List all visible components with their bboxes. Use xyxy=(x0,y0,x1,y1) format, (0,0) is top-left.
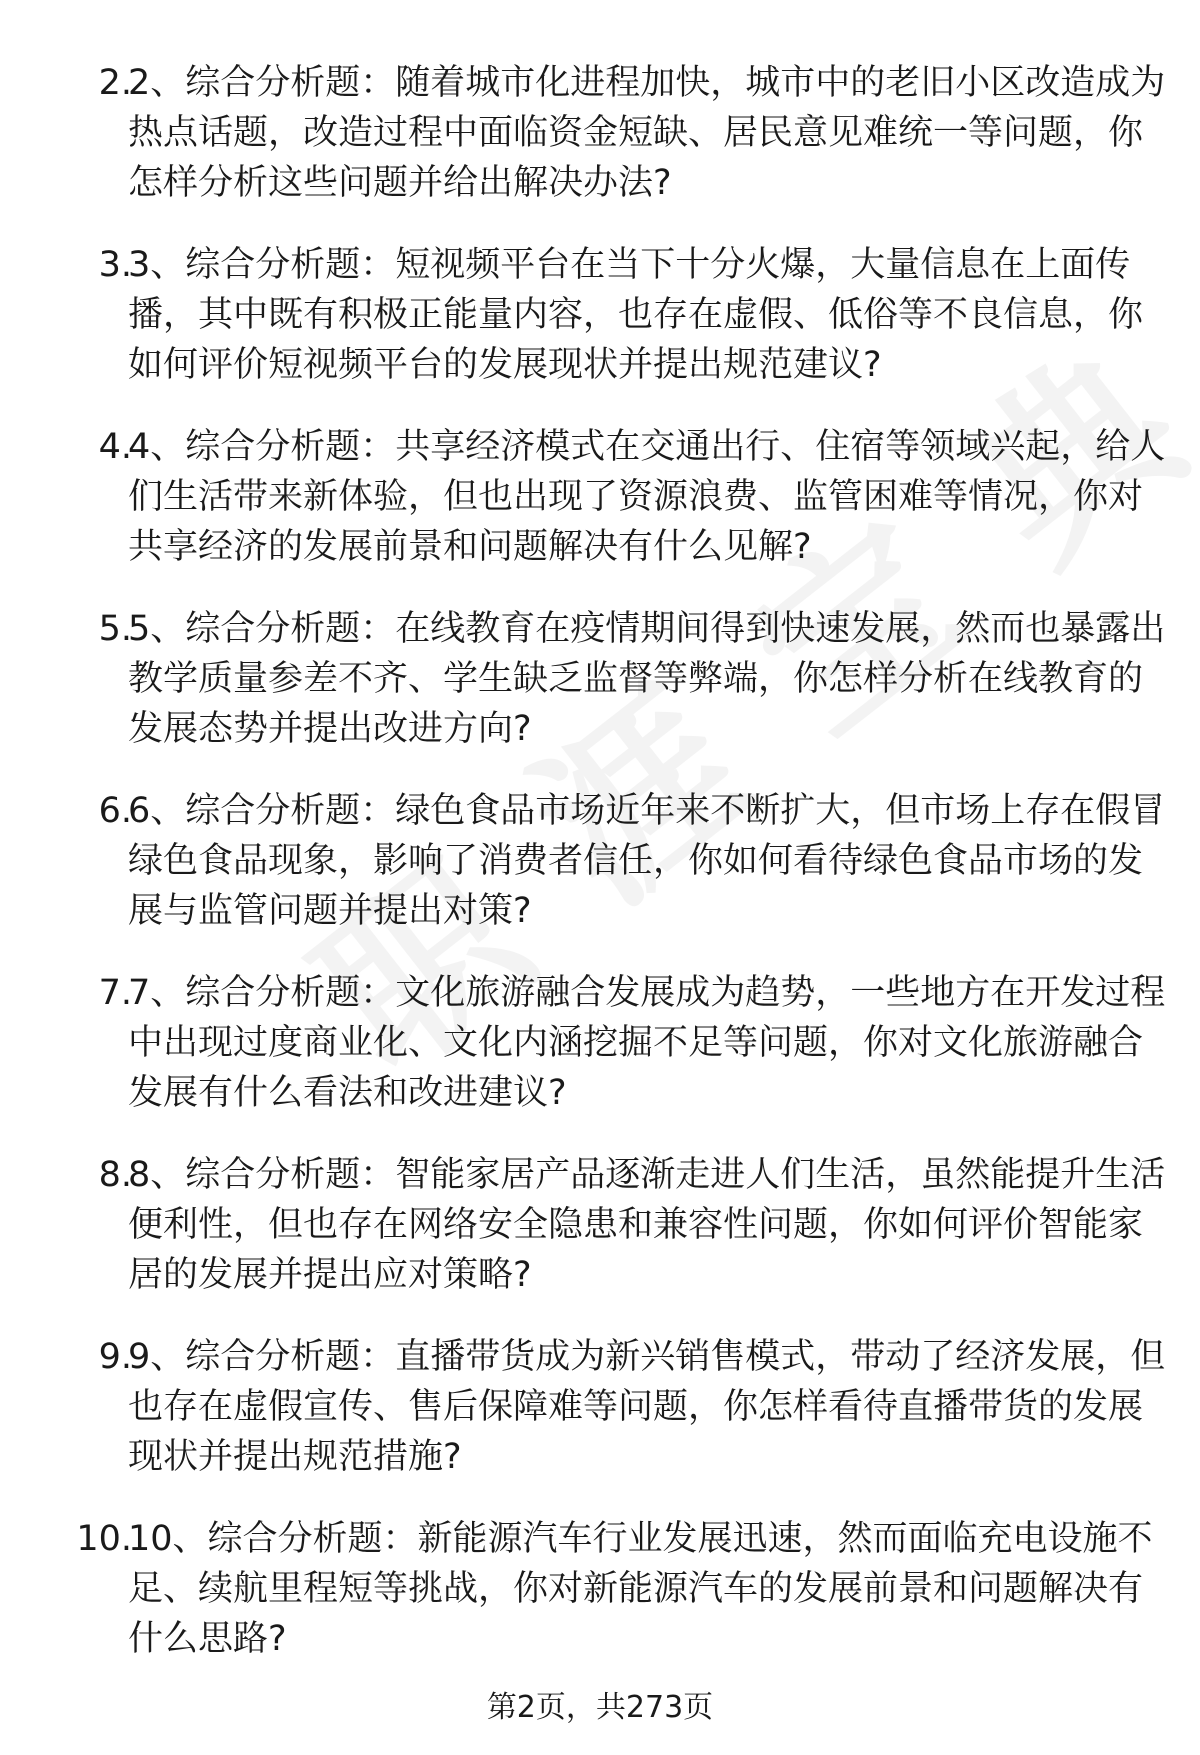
question-text: 10、综合分析题：新能源汽车行业发展迅速，然而面临充电设施不足、续航里程短等挑战，你对新能源汽车的发展前景和问题解决有什么思路? xyxy=(128,1519,1153,1659)
question-text: 6、综合分析题：绿色食品市场近年来不断扩大，但市场上存在假冒绿色食品现象，影响了消费者信任，你如何看待绿色食品市场的发展与监管问题并提出对策? xyxy=(128,791,1166,931)
question-item xyxy=(0,422,1200,604)
page-footer: 第2页，共273页 xyxy=(486,1690,714,1725)
question-text: 7、综合分析题：文化旅游融合发展成为趋势，一些地方在开发过程中出现过度商业化、文化内涵挖掘不足等问题，你对文化旅游融合发展有什么看法和改进建议? xyxy=(128,973,1166,1113)
question-text: 9、综合分析题：直播带货成为新兴销售模式，带动了经济发展，但也存在虚假宣传、售后保障难等问题，你怎样看待直播带货的发展现状并提出规范措施? xyxy=(128,1337,1166,1477)
question-text: 2、综合分析题：随着城市化进程加快，城市中的老旧小区改造成为热点话题，改造过程中面临资金短缺、居民意见难统一等问题，你怎样分析这些问题并给出解决办法? xyxy=(128,63,1166,203)
question-number: 3. xyxy=(98,245,132,285)
question-list xyxy=(0,58,1200,1696)
question-number: 6. xyxy=(98,791,132,831)
question-item xyxy=(0,1150,1200,1332)
question-number: 4. xyxy=(98,427,132,467)
question-text: 5、综合分析题：在线教育在疫情期间得到快速发展，然而也暴露出教学质量参差不齐、学生缺乏监督等弊端，你怎样分析在线教育的发展态势并提出改进方向? xyxy=(128,609,1166,749)
question-number: 5. xyxy=(98,609,132,649)
question-item xyxy=(0,968,1200,1150)
question-item xyxy=(0,1514,1200,1696)
question-item xyxy=(0,240,1200,422)
question-text: 4、综合分析题：共享经济模式在交通出行、住宿等领域兴起，给人们生活带来新体验，但也出现了资源浪费、监管困难等情况，你对共享经济的发展前景和问题解决有什么见解? xyxy=(128,427,1166,567)
question-item xyxy=(0,1332,1200,1514)
question-number: 9. xyxy=(98,1337,132,1377)
question-text: 3、综合分析题：短视频平台在当下十分火爆，大量信息在上面传播，其中既有积极正能量内容，也存在虚假、低俗等不良信息，你如何评价短视频平台的发展现状并提出规范建议? xyxy=(128,245,1144,385)
question-text: 8、综合分析题：智能家居产品逐渐走进人们生活，虽然能提升生活便利性，但也存在网络安全隐患和兼容性问题，你如何评价智能家居的发展并提出应对策略? xyxy=(128,1155,1166,1295)
question-number: 8. xyxy=(98,1155,132,1195)
question-number: 10. xyxy=(76,1519,132,1559)
question-item xyxy=(0,58,1200,240)
question-number: 2. xyxy=(98,63,132,103)
question-number: 7. xyxy=(98,973,132,1013)
question-item xyxy=(0,604,1200,786)
question-item xyxy=(0,786,1200,968)
